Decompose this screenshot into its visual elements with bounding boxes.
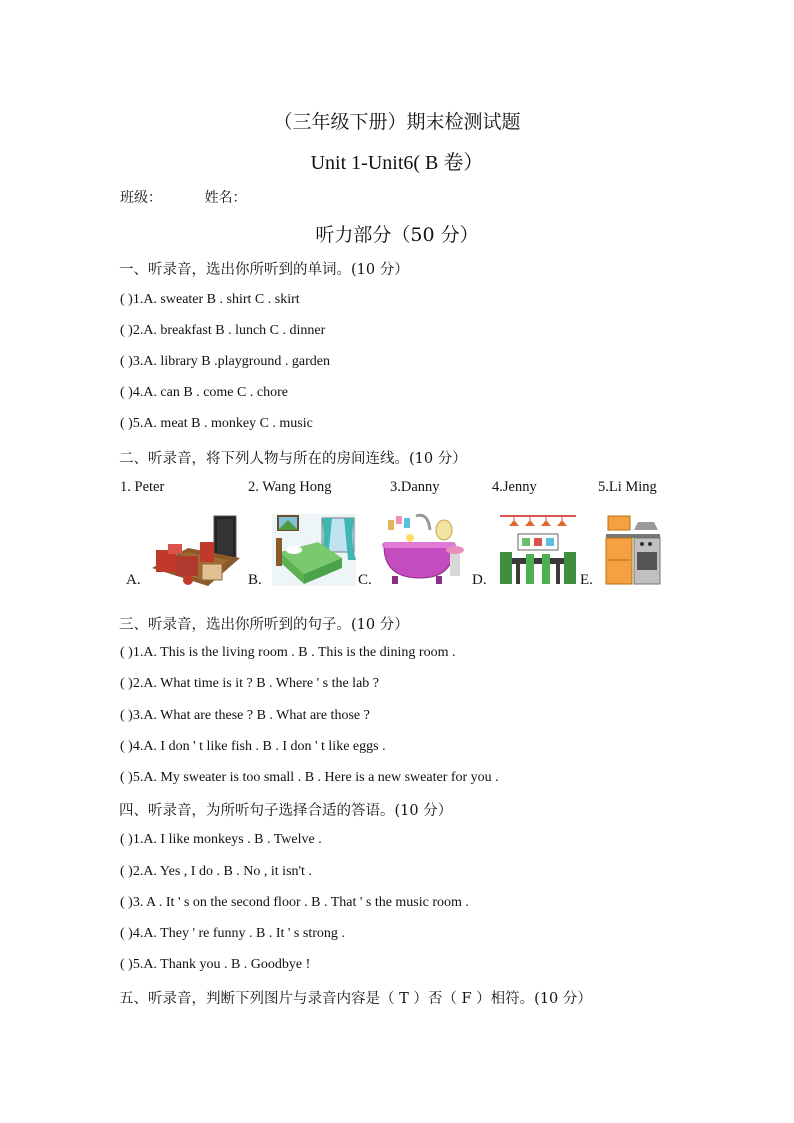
question-item: ( )1.A. sweater B . shirt C . skirt <box>120 292 300 307</box>
section-heading: 四、听录音，为所听句子选择合适的答语。(10 分） <box>119 803 453 819</box>
question-item: ( )3. A . It ' s on the second floor . B . That ' s the music room . <box>120 895 469 910</box>
rooms-row <box>120 512 680 592</box>
person-label: 1. Peter <box>120 479 165 495</box>
question-item: ( )4.A. I don ' t like fish . B . I don ' t like eggs . <box>120 739 386 754</box>
question-item: ( )1.A. I like monkeys . B . Twelve . <box>120 832 322 847</box>
student-info <box>120 187 246 207</box>
class-label: 班级： <box>120 190 162 206</box>
question-item: ( )5.A. meat B . monkey C . music <box>120 416 313 431</box>
question-item: ( )4.A. They ' re funny . B . It ' s strong . <box>120 926 345 941</box>
question-item: ( )5.A. My sweater is too small . B . Here is a new sweater for you . <box>120 770 499 785</box>
question-item: ( )4.A. can B . come C . chore <box>120 385 288 400</box>
section-heading: 二、听录音，将下列人物与所在的房间连线。(10 分） <box>119 451 467 467</box>
name-label: 姓名： <box>204 190 247 206</box>
section-heading: 三、听录音，选出你所听到的句子。(10 分） <box>119 617 409 633</box>
room-letter: A. <box>126 572 141 588</box>
room-letter: C. <box>358 572 372 588</box>
living-room-icon <box>148 512 240 588</box>
question-item: ( )3.A. library B .playground . garden <box>120 354 330 369</box>
person-label: 3.Danny <box>390 479 440 495</box>
section-heading: 五、听录音，判断下列图片与录音内容是（ T ）否（ F ）相符。(10 分） <box>119 991 592 1007</box>
room-letter: D. <box>472 572 487 588</box>
room-letter: B. <box>248 572 262 588</box>
person-label: 2. Wang Hong <box>248 479 332 495</box>
section-heading: 一、听录音，选出你所听到的单词。(10 分） <box>119 262 409 278</box>
question-item: ( )2.A. Yes , I do . B . No , it isn't . <box>120 864 312 879</box>
question-item: ( )1.A. This is the living room . B . This is the dining room . <box>120 645 456 660</box>
part-title: 听力部分（50 分） <box>315 224 479 246</box>
person-label: 5.Li Ming <box>598 479 657 495</box>
room-letter: E. <box>580 572 593 588</box>
person-label: 4.Jenny <box>492 479 537 495</box>
question-item: ( )2.A. breakfast B . lunch C . dinner <box>120 323 326 338</box>
question-item: ( )5.A. Thank you . B . Goodbye ! <box>120 957 311 972</box>
kitchen-icon <box>604 512 662 588</box>
bathroom-icon <box>380 512 468 588</box>
page-title: （三年级下册）期末检测试题 <box>273 111 521 133</box>
bedroom-icon <box>270 512 358 588</box>
question-item: ( )2.A. What time is it ? B . Where ' s the lab ? <box>120 676 379 691</box>
question-item: ( )3.A. What are these ? B . What are those ? <box>120 708 370 723</box>
dining-room-icon <box>496 512 580 588</box>
page-subtitle: Unit 1-Unit6( B 卷） <box>310 152 484 174</box>
